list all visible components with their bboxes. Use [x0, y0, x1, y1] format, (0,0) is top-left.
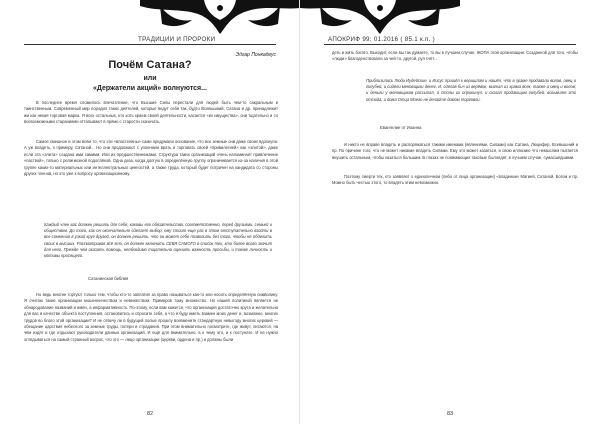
author-name: Эдгар Понкадеус: [235, 52, 276, 58]
paragraph: Поэтому смерти тех, кто заявляет о единоличном (либо от лица организации) «владении» Магией, Сатаной, Богом и пр. Можно быть честью этого, то владеть этим невозможно.: [332, 174, 578, 186]
header-rule: [24, 44, 276, 45]
running-head: АПОКРИФ 99: 01.2016 ( 85.1 к.п. ): [328, 36, 436, 43]
right-page: [300, 0, 600, 424]
top-ornament-icon: [140, 0, 300, 36]
top-ornament-icon: [300, 0, 460, 36]
paragraph: В последнее время сложилось впечатление, что Высшие Силы перестали для людей быть чем-то сакральным и таинственным. Современный мир породил таких деятелей, которые ведут себя так, будто Всевышний, Сатана и др. принадлежит им как некая торговая марка. Я всех остальных, кто хоть краем своей деятельности, касается «их имущества», они тщательно и со всевозможными стараниями оттапывают в прямо с старости сказочать.: [24, 100, 278, 125]
article-subtitle: «Держатели акций» волнуются...: [93, 85, 207, 92]
quote-block: Каждый член вас должен решить для себя, каковы его обязательства, соответственно, перед друзьями, семьей и обществом. До того, как он окончательно сделает выбор, ему стоит еще раз в этом отступательно взойти в все сомнения в узкий круг друзей, он должен решить, что он может себе позволить без того, чтобы не обделить своих в высших. Рассматривая всё это, он должен включить СЕБЯ САМОГО в список тех, кто более всего значит для него. Прежде чем оказать помощь, необходимо тщательно оценить важность просьбы, и также личность и мотивы просящего.: [44, 222, 272, 259]
header-rule: [324, 44, 576, 45]
quote-block: Приблизились Люди Иудейские, и Иисус пришёл к вершилам и нашёл, что в храме продавали волов, овец и голубей, и сидели меновщики денег. И, сделав бич из верёвок, выгнал из храма всех, также и овец и волов; и деньги у меновщиков рассыпал, а столы их опрокинул, и сказал продающим голубей: возьмите это отсюда, и дома Отца Моего не делайте домом торговли.: [366, 78, 576, 102]
article-subtitle-or: или: [143, 75, 157, 82]
paragraph: Самое смешное в этом всём то, что эти «властелины» сами придумали основание, что все земные они даже своих вдохнули. А уж владеть, к примеру, Сатаной... Но они продолжают с упоением врать и торговать своей «привилегией» как «элитой», даже если эта «элита» создана ими самими. Или их предшественниками. Структура таких организаций очень напоминает привлечение «паствой», только с религиозной подоплёкой. Одна деза, когда долгую в определённую группу ограничивается из-за наличия в этой группе каких-то материальных или интеллектуальных ценностей, а также труда, который будет потрачен на кандидата со стороны других членов, но это уже к вопросу организационному.: [24, 139, 278, 177]
quote-source: Евангелие от Иоанна: [380, 125, 422, 130]
page-number: 83: [447, 411, 454, 417]
page-number: 82: [147, 411, 154, 417]
quote-source: Сатанинская библия: [88, 276, 129, 281]
article-title: Почём Сатана?: [108, 59, 192, 71]
running-head: ТРАДИЦИИ И ПРОРОКИ: [138, 36, 216, 43]
paragraph: И никто не вправе владеть и распоряжаться такими именами (явлениями, Силами) как Сатана, Люцифер, Всевышний и пр. По причине того, что не может никакие владеть Силами. Ему это может казаться, и свою иллюзию что немыслим пытается внушить остальным, чтобы казаться большим. В глазах не понимающих таковые былоядят, в лучшем случае, сумасшедшими.: [332, 142, 578, 160]
paragraph: деть и жить богато. Выходит, если вы так думаете, то вы в лучшем случае, ЖОПА этой организации. Созданной для того, чтобы «люди» благоденствовали за чей-то, другой, рул счёт...: [332, 50, 578, 62]
paragraph: Но ведь многие торгуют только тем, чтобы кто-то заплатил за право называться как-то или носить определённую символику. Я считаю такие организации мошенничеством и невежеством. Примеров тому множество. Но нашей политикой является не обнародование названий и имён, а информативность. По-этому, если вам кажется, что организация достаточно крута и желательна для вас в качестве объекта поступления, остановитесь и спросите себя, а что я буду иметь взамен моих денег и, возможно, многих трудов во благо этой организации? И не отвечу ли в будущей полые прошлу всевмените стандартную невыгоду многих церквей — обещание царствия небесного за земные труды, потери и страдания. При этом внимательно посмотрите, где живут, питаются, на чём ездят и где отдыхают руководители данных организаций. И ещё для внимательно, а к чему это, и к постунате. И не нужно оглядываться на самый странный вопрос, что это — лицо организации (церкви, ордена и пр.) и должны были: [24, 292, 278, 342]
